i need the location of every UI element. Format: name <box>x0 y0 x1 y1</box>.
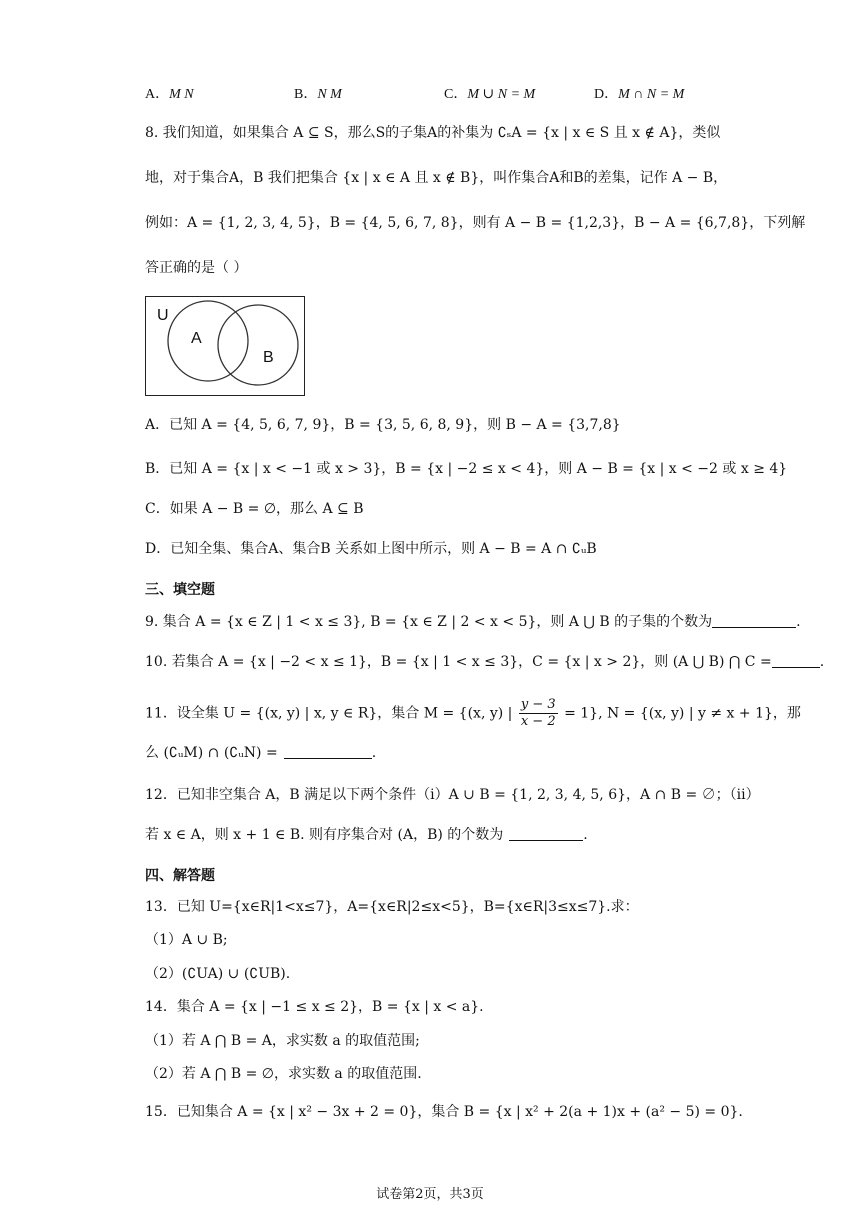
q14-part-1: （1）若 A ⋂ B = A，求实数 a 的取值范围; <box>145 1033 420 1049</box>
q11-stem-a: 11．设全集 U = {(x, y) | x, y ∈ R}，集合 M = {(x, y) | <box>145 705 513 722</box>
q12-line-2: 若 x ∈ A，则 x + 1 ∈ B. 则有序集合对 (A，B) 的个数为 . <box>145 827 588 843</box>
q9-stem: 9. 集合 A = {x ∈ Z | 1 < x ≤ 3}, B = {x ∈ Z | 2 < x < 5}，则 A ⋃ B 的子集的个数为 <box>145 614 713 630</box>
q11-stem-c: 么 (∁ᵤM) ∩ (∁ᵤN) = <box>145 745 278 761</box>
q8-line-4: 答正确的是（ ） <box>145 260 248 276</box>
q8-option-c: C．如果 A − B = ∅，那么 A ⊆ B <box>145 501 364 517</box>
q15-stem: 15．已知集合 A = {x | x² − 3x + 2 = 0}，集合 B = {x | x² + 2(a + 1)x + (a² − 5) = 0}. <box>145 1104 743 1120</box>
q7-option-c: C．M ∪ N = M <box>444 87 536 102</box>
q12-line-1: 12．已知非空集合 A，B 满足以下两个条件（i）A ∪ B = {1, 2, 3, 4, 5, 6}，A ∩ B = ∅；（ii） <box>145 787 760 803</box>
venn-label-a: A <box>191 330 202 347</box>
venn-diagram <box>145 296 305 396</box>
q11-fraction-denominator: x − 2 <box>520 714 556 729</box>
q11-line-2: 么 (∁ᵤM) ∩ (∁ᵤN) = . <box>145 745 377 761</box>
q8-line-2: 地，对于集合A，B 我们把集合 {x | x ∈ A 且 x ∉ B}，叫作集合A和B的差集，记作 A − B， <box>145 170 728 186</box>
q8-line-1: 8. 我们知道，如果集合 A ⊆ S，那么S的子集A的补集为 ∁ₛA = {x | x ∈ S 且 x ∉ A}，类似 <box>145 125 721 141</box>
q13-part-1: （1）A ∪ B; <box>145 932 228 948</box>
page-footer: 试卷第2页，共3页 <box>376 1187 484 1202</box>
venn-svg <box>146 297 304 395</box>
q11-answer-blank <box>284 744 372 759</box>
venn-label-u: U <box>157 307 169 324</box>
q11-line-1 <box>145 697 801 730</box>
q8-option-d: D．已知全集、集合A、集合B 关系如上图中所示，则 A − B = A ∩ ∁ᵤB <box>145 541 597 557</box>
q11-fraction <box>519 697 558 730</box>
q7-option-d: D．M ∩ N = M <box>594 87 685 102</box>
q14-stem: 14．集合 A = {x | −1 ≤ x ≤ 2}，B = {x | x < a}. <box>145 999 484 1015</box>
q10-stem: 10. 若集合 A = {x | −2 < x ≤ 1}，B = {x | 1 < x ≤ 3}，C = {x | x > 2}，则 (A ⋃ B) ⋂ C = <box>145 654 772 670</box>
q8-option-b: B．已知 A = {x | x < −1 或 x > 3}，B = {x | −2 ≤ x < 4}，则 A − B = {x | x < −2 或 x ≥ 4} <box>145 461 788 477</box>
q7-option-a: A．M N <box>145 87 194 102</box>
q11-stem-b: = 1}, N = {(x, y) | y ≠ x + 1}，那 <box>564 705 801 722</box>
q12-stem: 若 x ∈ A，则 x + 1 ∈ B. 则有序集合对 (A，B) 的个数为 <box>145 827 504 843</box>
q13-stem: 13．已知 U={x∈R|1<x≤7}，A={x∈R|2≤x<5}，B={x∈R|3≤x≤7}.求： <box>145 899 639 915</box>
q9-answer-blank <box>712 613 796 628</box>
q8-line-3: 例如：A = {1, 2, 3, 4, 5}，B = {4, 5, 6, 7, 8}，则有 A − B = {1,2,3}，B − A = {6,7,8}，下列解 <box>145 215 806 231</box>
q12-answer-blank <box>509 826 583 841</box>
section-answer-title: 四、解答题 <box>145 867 215 883</box>
q14-part-2: （2）若 A ⋂ B = ∅，求实数 a 的取值范围. <box>145 1066 422 1082</box>
q11-fraction-numerator: y − 3 <box>520 697 556 712</box>
q9-text: 9. 集合 A = {x ∈ Z | 1 < x ≤ 3}, B = {x ∈ Z | 2 < x < 5}，则 A ⋃ B 的子集的个数为 . <box>145 614 801 630</box>
section-fill-in-title: 三、填空题 <box>145 581 215 597</box>
venn-circle-b <box>218 305 298 385</box>
q10-answer-blank <box>772 653 820 668</box>
q10-text: 10. 若集合 A = {x | −2 < x ≤ 1}，B = {x | 1 < x ≤ 3}，C = {x | x > 2}，则 (A ⋃ B) ⋂ C = . <box>145 654 825 670</box>
q7-option-b: B．N M <box>294 87 342 102</box>
venn-label-b: B <box>263 349 274 366</box>
q8-option-a: A．已知 A = {4, 5, 6, 7, 9}，B = {3, 5, 6, 8, 9}，则 B − A = {3,7,8} <box>145 417 621 433</box>
venn-circle-a <box>168 301 248 381</box>
q13-part-2: （2）(∁UA) ∪ (∁UB). <box>145 966 291 982</box>
